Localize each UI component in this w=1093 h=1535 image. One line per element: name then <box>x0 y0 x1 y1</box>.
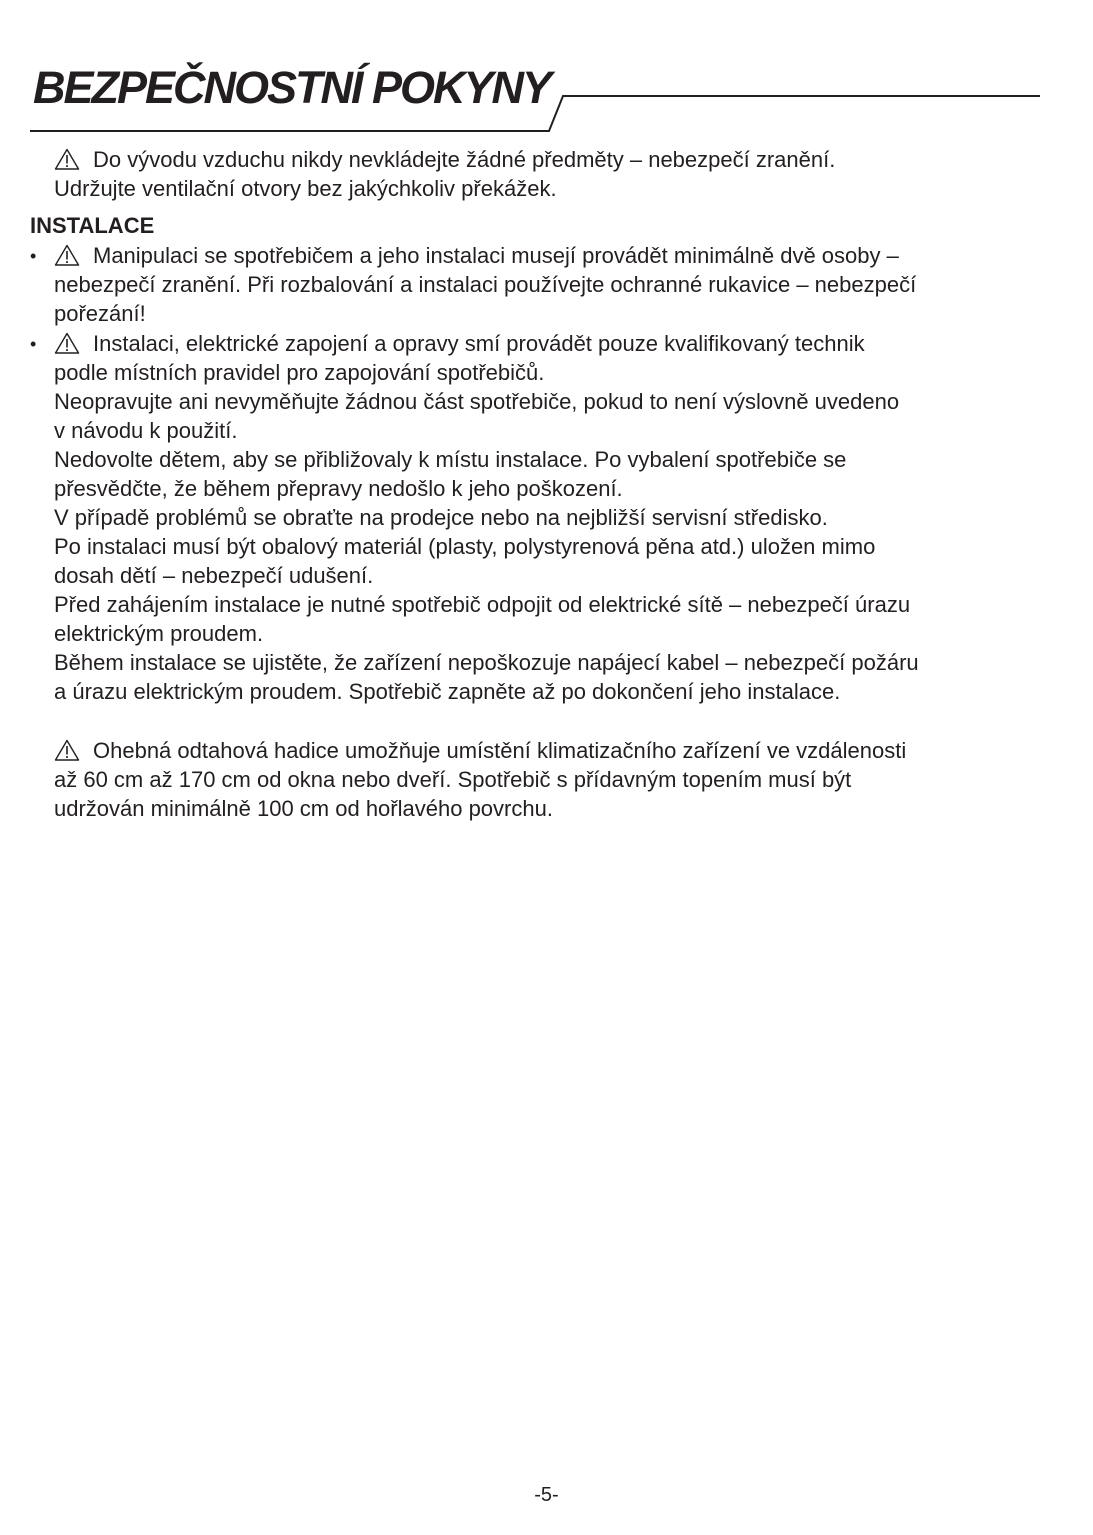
hose-line-3: udržován minimálně 100 cm od hořlavého povrchu. <box>54 796 553 821</box>
page-number: -5- <box>534 1484 559 1506</box>
item2-line-6: přesvědčte, že během přepravy nedošlo k jeho poškození. <box>54 476 623 501</box>
intro-warning <box>54 145 1054 203</box>
item2-line-5: Nedovolte dětem, aby se přibližovaly k místu instalace. Po vybalení spotřebiče se <box>54 447 847 472</box>
item2-line-13: a úrazu elektrickým proudem. Spotřebič zapněte až po dokončení jeho instalace. <box>54 679 841 704</box>
hose-line-2: až 60 cm až 170 cm od okna nebo dveří. Spotřebič s přídavným topením musí být <box>54 767 852 792</box>
install-item-2 <box>54 329 1054 706</box>
text-line <box>54 329 1054 358</box>
warning-triangle-icon <box>54 244 80 266</box>
item2-line-2: podle místních pravidel pro zapojování spotřebičů. <box>54 360 545 385</box>
hose-warning <box>54 736 1054 823</box>
section-heading: INSTALACE <box>30 213 155 238</box>
bullet-marker: • <box>30 334 37 354</box>
item1-line-2: nebezpečí zranění. Při rozbalování a instalaci používejte ochranné rukavice – nebezpečí <box>54 272 917 297</box>
item2-line-1: Instalaci, elektrické zapojení a opravy smí provádět pouze kvalifikovaný technik <box>93 331 865 356</box>
page-title: BEZPEČNOSTNÍ POKYNY <box>33 62 551 113</box>
title-block <box>0 0 1093 140</box>
item2-line-9: dosah dětí – nebezpečí udušení. <box>54 563 374 588</box>
text-line <box>54 241 1054 270</box>
bullet-marker: • <box>30 246 37 266</box>
item2-line-3: Neopravujte ani nevyměňujte žádnou část spotřebiče, pokud to není výslovně uvedeno <box>54 389 900 414</box>
warning-triangle-icon <box>54 739 80 761</box>
intro-line-1: Do vývodu vzduchu nikdy nevkládejte žádné předměty – nebezpečí zranění. <box>93 147 836 172</box>
warning-triangle-icon <box>54 332 80 354</box>
item1-line-1: Manipulaci se spotřebičem a jeho instalaci musejí provádět minimálně dvě osoby – <box>93 243 899 268</box>
item2-line-12: Během instalace se ujistěte, že zařízení nepoškozuje napájecí kabel – nebezpečí požáru <box>54 650 919 675</box>
item2-line-11: elektrickým proudem. <box>54 621 264 646</box>
hose-line-1: Ohebná odtahová hadice umožňuje umístění klimatizačního zařízení ve vzdálenosti <box>93 738 907 763</box>
text-line <box>54 736 1054 765</box>
item2-line-4: v návodu k použití. <box>54 418 238 443</box>
install-item-1 <box>54 241 1054 328</box>
intro-line-2: Udržujte ventilační otvory bez jakýchkoliv překážek. <box>54 176 557 201</box>
item2-line-10: Před zahájením instalace je nutné spotřebič odpojit od elektrické sítě – nebezpečí úrazu <box>54 592 911 617</box>
item2-line-8: Po instalaci musí být obalový materiál (plasty, polystyrenová pěna atd.) uložen mimo <box>54 534 876 559</box>
item2-line-7: V případě problémů se obraťte na prodejce nebo na nejbližší servisní středisko. <box>54 505 828 530</box>
item1-line-3: pořezání! <box>54 301 146 326</box>
warning-triangle-icon <box>54 148 80 170</box>
text-line <box>54 145 1054 174</box>
